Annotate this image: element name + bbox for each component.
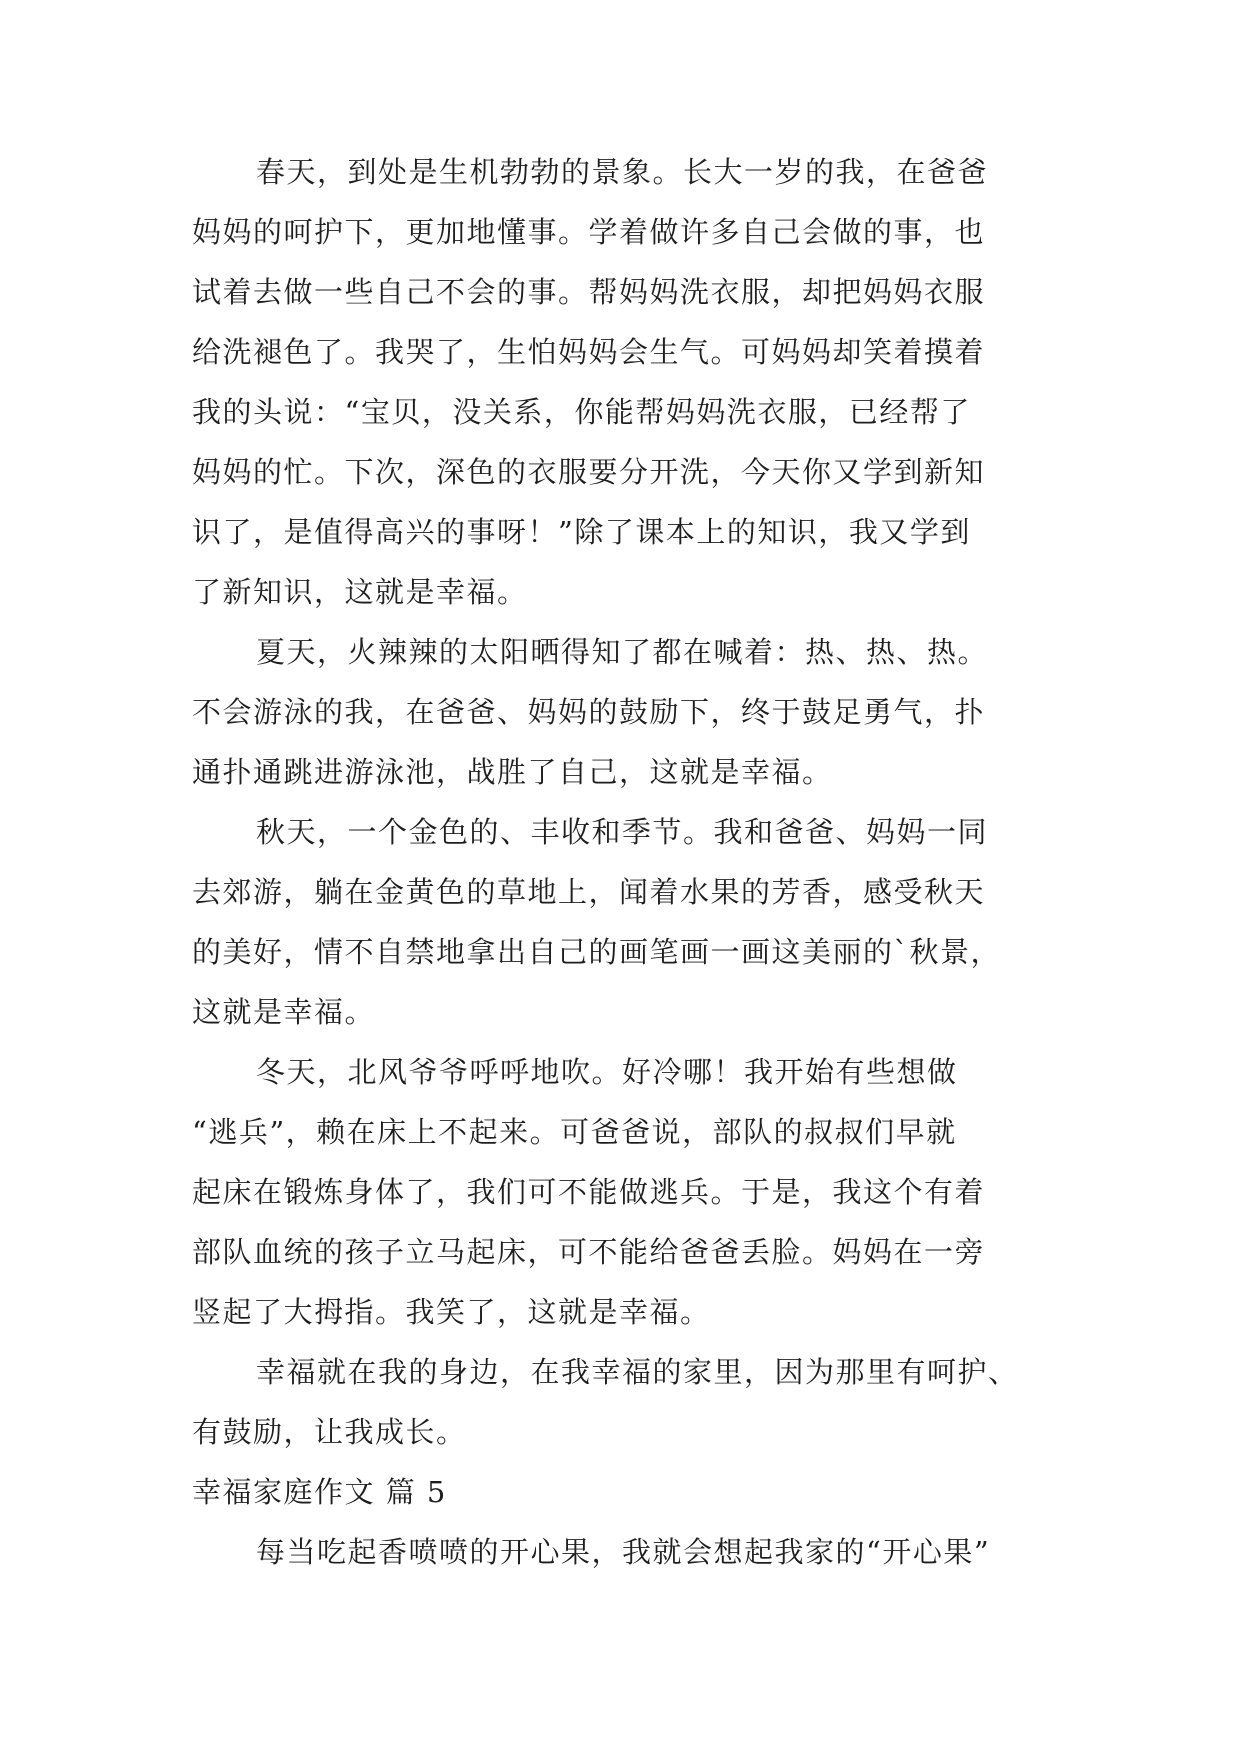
- text-line: 部队血统的孩子立马起床，可不能给爸爸丢脸。妈妈在一旁: [192, 1235, 986, 1269]
- text-line: 每当吃起香喷喷的开心果，我就会想起我家的“开心果”: [256, 1535, 991, 1569]
- text-line: 妈妈的忙。下次，深色的衣服要分开洗，今天你又学到新知: [192, 455, 986, 489]
- text-line: 冬天，北风爷爷呼呼地吹。好冷哪！我开始有些想做: [256, 1055, 958, 1089]
- text-line: 识了，是值得高兴的事呀！”除了课本上的知识，我又学到: [192, 515, 971, 549]
- text-line: 给洗褪色了。我哭了，生怕妈妈会生气。可妈妈却笑着摸着: [192, 335, 986, 369]
- text-line: 秋天，一个金色的、丰收和季节。我和爸爸、妈妈一同: [256, 815, 989, 849]
- text-line: 竖起了大拇指。我笑了，这就是幸福。: [192, 1295, 711, 1329]
- section-heading: 幸福家庭作文 篇 5: [192, 1475, 447, 1509]
- text-line: 了新知识，这就是幸福。: [192, 575, 528, 609]
- text-line: 这就是幸福。: [192, 995, 376, 1029]
- text-line: 春天，到处是生机勃勃的景象。长大一岁的我，在爸爸: [256, 155, 989, 189]
- text-line: “逃兵”，赖在床上不起来。可爸爸说，部队的叔叔们早就: [192, 1115, 957, 1149]
- text-line: 幸福就在我的身边，在我幸福的家里，因为那里有呵护、: [256, 1355, 1019, 1389]
- text-line: 有鼓励，让我成长。: [192, 1415, 467, 1449]
- text-line: 不会游泳的我，在爸爸、妈妈的鼓励下，终于鼓足勇气，扑: [192, 695, 986, 729]
- text-line: 通扑通跳进游泳池，战胜了自己，这就是幸福。: [192, 755, 833, 789]
- text-line: 去郊游，躺在金黄色的草地上，闻着水果的芳香，感受秋天: [192, 875, 986, 909]
- text-line: 妈妈的呵护下，更加地懂事。学着做许多自己会做的事，也: [192, 215, 986, 249]
- text-line: 起床在锻炼身体了，我们可不能做逃兵。于是，我这个有着: [192, 1175, 986, 1209]
- text-line: 的美好，情不自禁地拿出自己的画笔画一画这美丽的`秋景，: [192, 935, 1002, 969]
- text-line: 试着去做一些自己不会的事。帮妈妈洗衣服，却把妈妈衣服: [192, 275, 986, 309]
- text-line: 夏天，火辣辣的太阳晒得知了都在喊着：热、热、热。: [256, 635, 989, 669]
- text-line: 我的头说：“宝贝，没关系，你能帮妈妈洗衣服，已经帮了: [192, 395, 971, 429]
